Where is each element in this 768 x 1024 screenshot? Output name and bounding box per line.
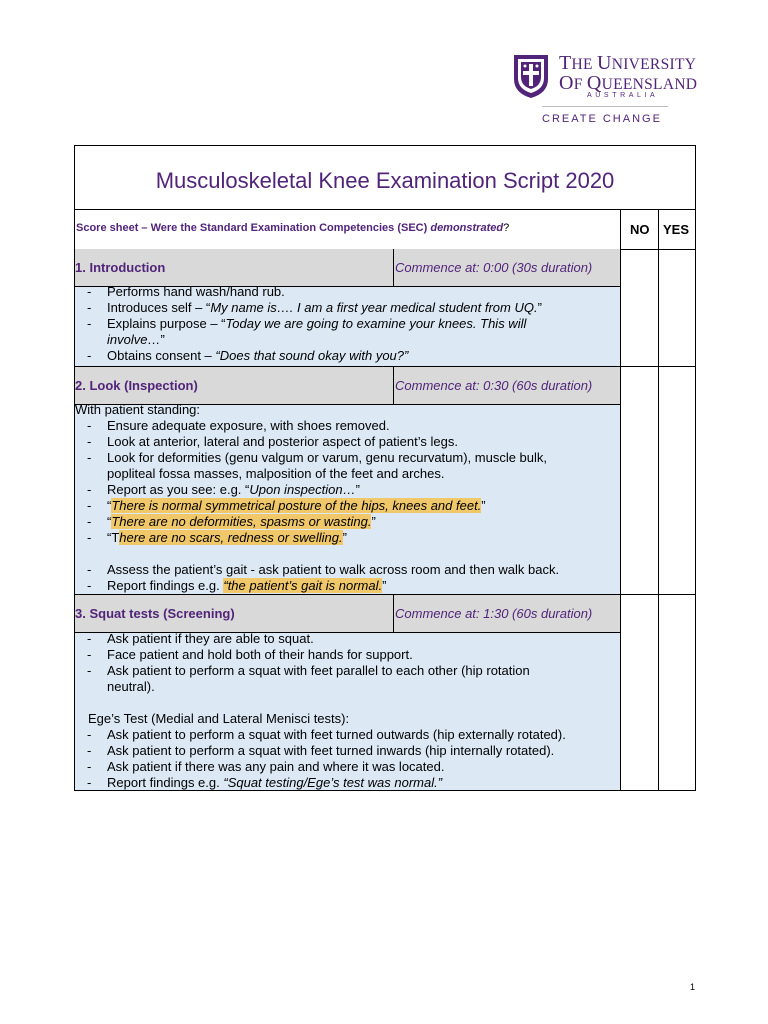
title-row [75, 146, 695, 210]
header-divider [393, 595, 394, 632]
logo-line-2: OF QUEENSLAND [559, 72, 698, 94]
logo-line-1: THE UNIVERSITY [559, 52, 697, 74]
section-body-squat: - Ask patient if they are able to squat. - Face patient and hold both of their hands for support. - Ask patient to perform a squat with feet parallel to each other (hip rotation neutral). Ege’s Test (Medial and Lateral Menisci tests): - Ask patient to perform a squat with feet turned outwards (hip externally rotated). - Ask patient to perform a squat with feet turned inwards (hip internally rotated). - Ask patient if there was any pain and where it was located. - Report findings e.g. “Squat testing/Ege’s test was normal.” [75, 633, 620, 790]
section-title: 1. Introduction [75, 260, 166, 275]
yes-column-header: YES [663, 222, 690, 237]
header-divider [393, 367, 394, 404]
header-divider [393, 249, 394, 286]
section-title: 2. Look (Inspection) [75, 378, 198, 393]
no-column-header: NO [630, 222, 650, 237]
no-column-divider [620, 209, 621, 790]
page-title: Musculoskeletal Knee Examination Script 2020 [155, 168, 615, 193]
section-timing: Commence at: 0:00 (30s duration) [395, 260, 593, 275]
uq-logo [512, 50, 698, 130]
uq-crest-icon [512, 53, 550, 99]
score-header-row [75, 209, 695, 250]
yes-column-divider [658, 209, 659, 790]
logo-country: AUSTRALIA [587, 92, 659, 99]
section-header-squat [75, 595, 620, 632]
section-timing: Commence at: 1:30 (60s duration) [395, 606, 593, 621]
section-body-look: With patient standing: - Ensure adequate exposure, with shoes removed. - Look at anterior, lateral and posterior aspect of patient’s legs. - Look for deformities (genu valgum or varum, genu recurvatum), muscle bulk, popliteal fossa masses, malposition of the feet and arches. - Report as you see: e.g. “Upon inspection…” - “There is normal symmetrical posture of the hips, knees and feet.” - “There are no deformities, spasms or wasting.” - “There are no scars, redness or swelling.” - Assess the patient’s gait - ask patient to walk across room and then walk back. - Report findings e.g. “the patient’s gait is normal.” [75, 405, 620, 594]
section-timing: Commence at: 0:30 (60s duration) [395, 378, 593, 393]
logo-divider [542, 106, 668, 107]
page-number: 1 [690, 982, 696, 992]
score-sheet-table [74, 145, 696, 791]
section-body-introduction: - Performs hand wash/hand rub. - Introduces self – “My name is…. I am a first year medical student from UQ.” - Explains purpose – “Today we are going to examine your knees. This will involve…” - Obtains consent – “Does that sound okay with you?” [75, 287, 620, 366]
score-sheet-question: Score sheet – Were the Standard Examination Competencies (SEC) demonstrated? [76, 222, 510, 234]
section-title: 3. Squat tests (Screening) [75, 606, 235, 621]
section-header-look [75, 367, 620, 404]
logo-tagline: CREATE CHANGE [542, 113, 662, 125]
section-header-introduction [75, 249, 620, 286]
